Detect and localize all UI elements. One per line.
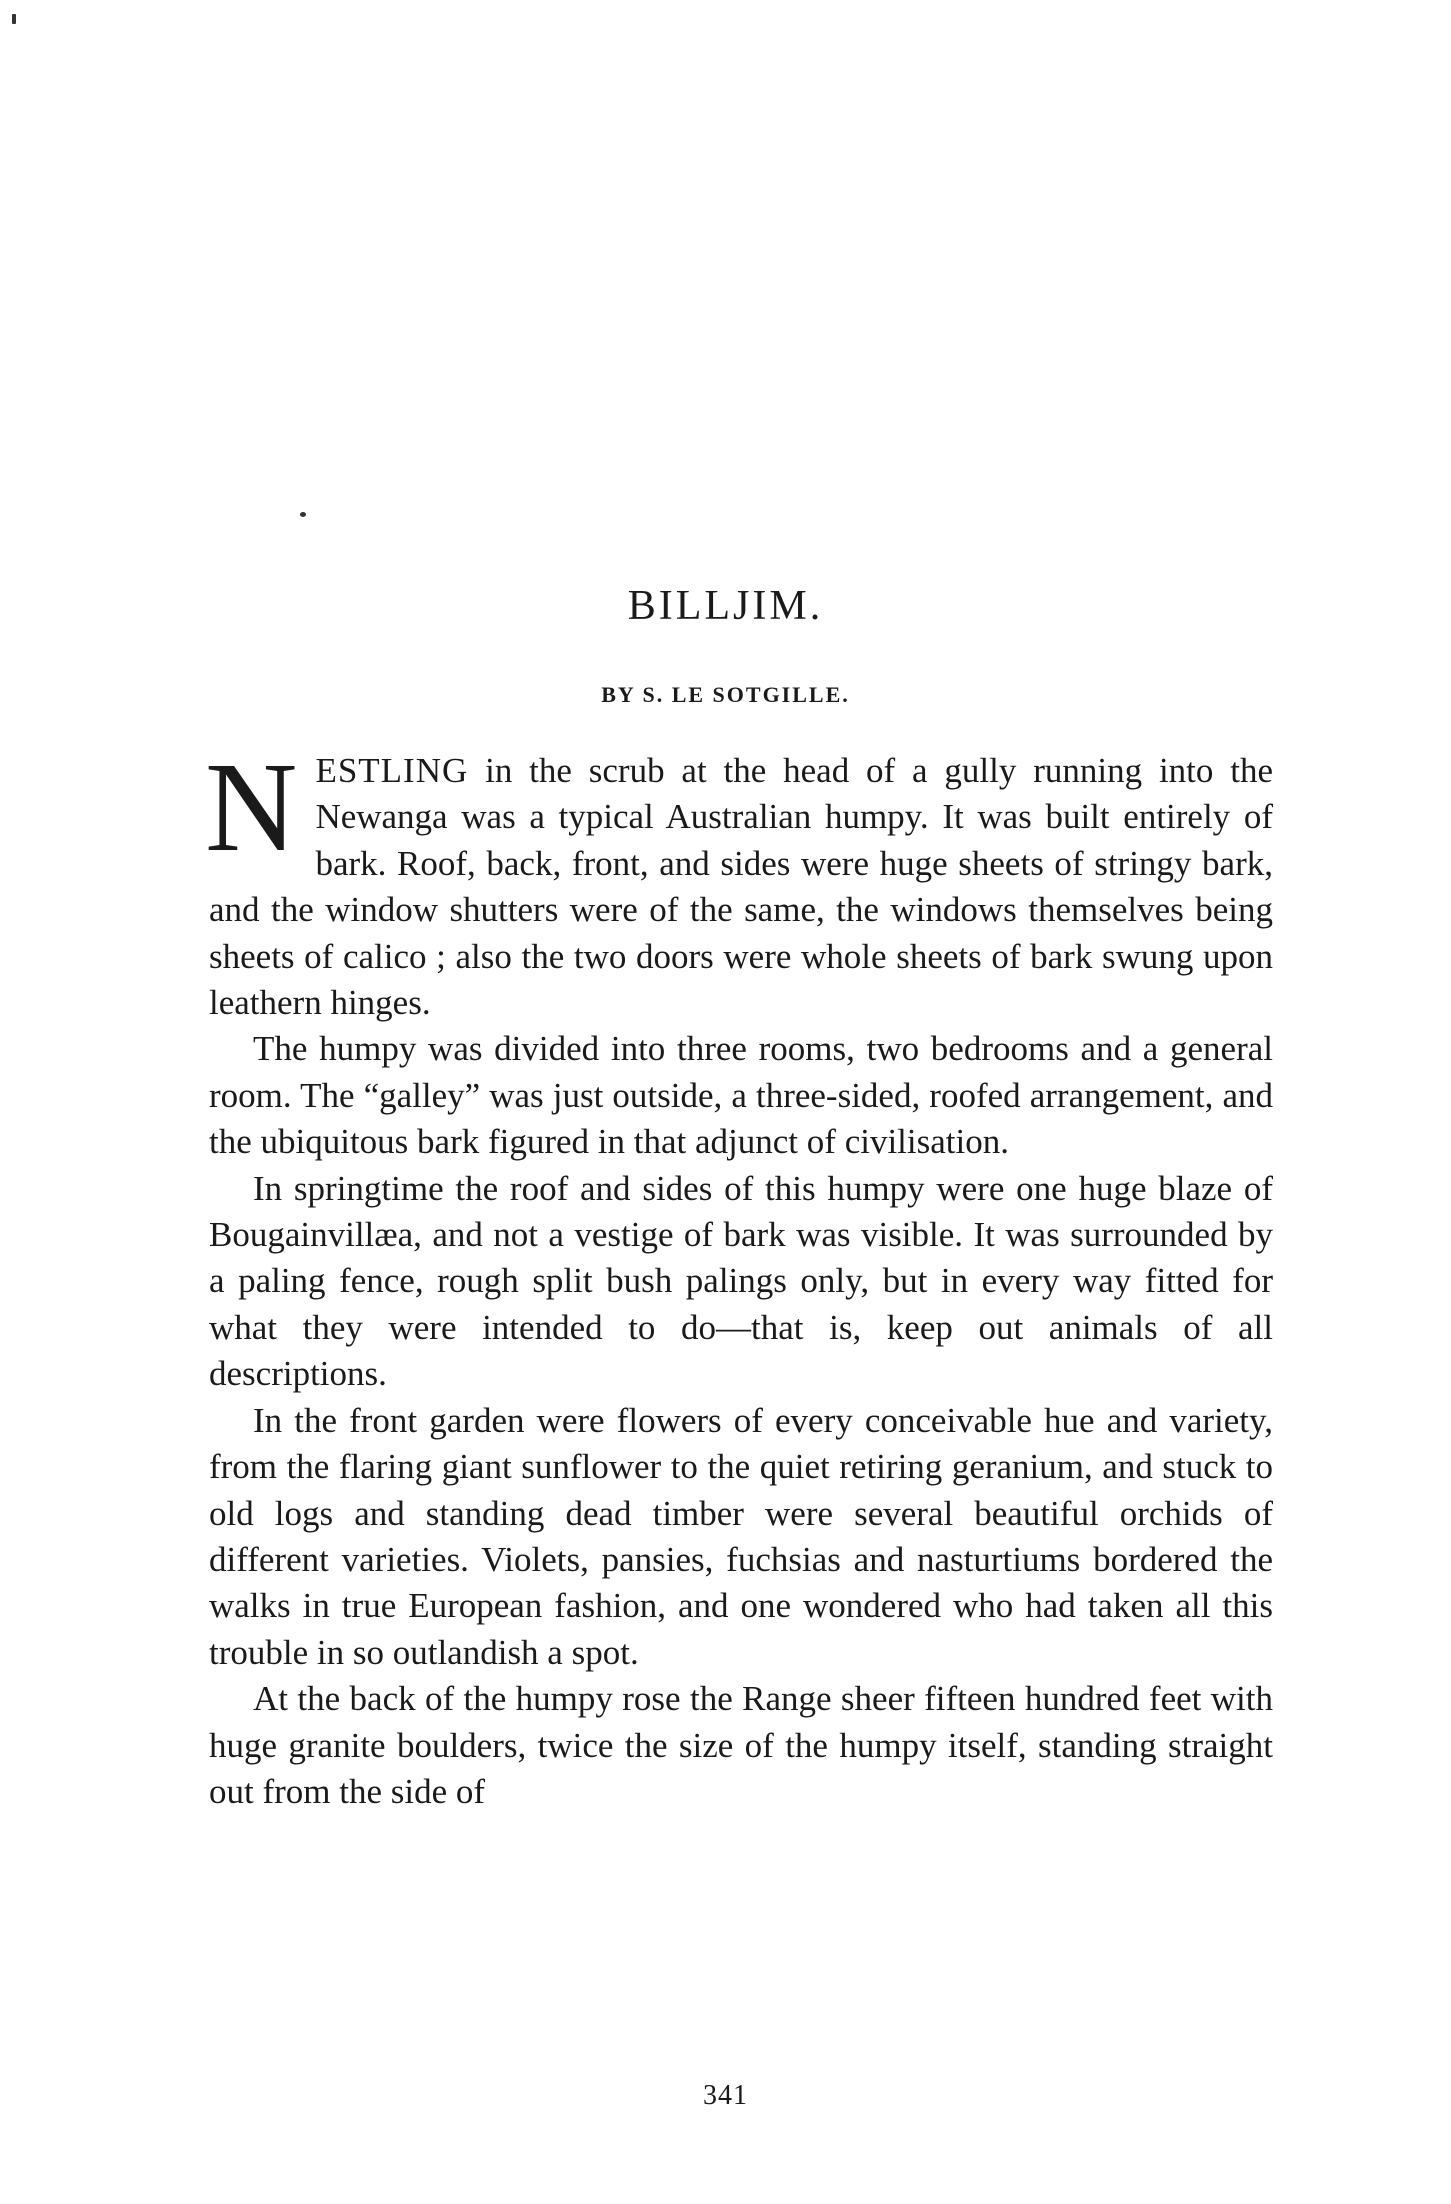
paragraph (205, 736, 1273, 1026)
story-title: BILLJIM. (627, 583, 824, 629)
author-byline: BY S. LE SOTGILLE. (601, 682, 850, 707)
paragraph-text: in the scrub at the head of a gully running into the Newanga was a typical Australian humpy. It was built entirely of bark. Roof, back, front, and sides were huge sheets of stringy bark, and the window shutters were of the same, the windows themselves being sheets of calico ; also the two doors were whole sheets of bark swung upon leathern hinges. (209, 751, 1273, 1023)
paragraph: At the back of the humpy rose the Range sheer fifteen hundred feet with huge granite boulders, twice the size of the humpy itself, standing straight out from the side of (209, 1679, 1273, 1811)
paragraph: In the front garden were flowers of every conceivable hue and variety, from the flaring giant sunflower to the quiet retiring geranium, and stuck to old logs and standing dead timber were several beautiful orchids of different varieties. Violets, pansies, fuchsias and nasturtiums bordered the walks in true European fashion, and one wondered who had taken all this trouble in so outlandish a spot. (209, 1400, 1273, 1672)
scan-speck (300, 512, 306, 517)
scan-speck (12, 14, 16, 24)
drop-cap: N (205, 736, 298, 878)
lead-word: ESTLING (315, 751, 469, 790)
page-number: 341 (703, 2080, 748, 2111)
paragraph: The humpy was divided into three rooms, two bedrooms and a general room. The “galley” was just outside, a three-sided, roofed arrangement, and the ubiquitous bark figured in that adjunct of civilisation. (209, 1029, 1273, 1162)
story-body (205, 736, 1273, 1815)
paragraph: In springtime the roof and sides of this humpy were one huge blaze of Bougainvillæa, and not a vestige of bark was visible. It was surrounded by a paling fence, rough split bush palings only, but in every way fitted for what they were intended to do—that is, keep out animals of all descriptions. (209, 1168, 1273, 1394)
